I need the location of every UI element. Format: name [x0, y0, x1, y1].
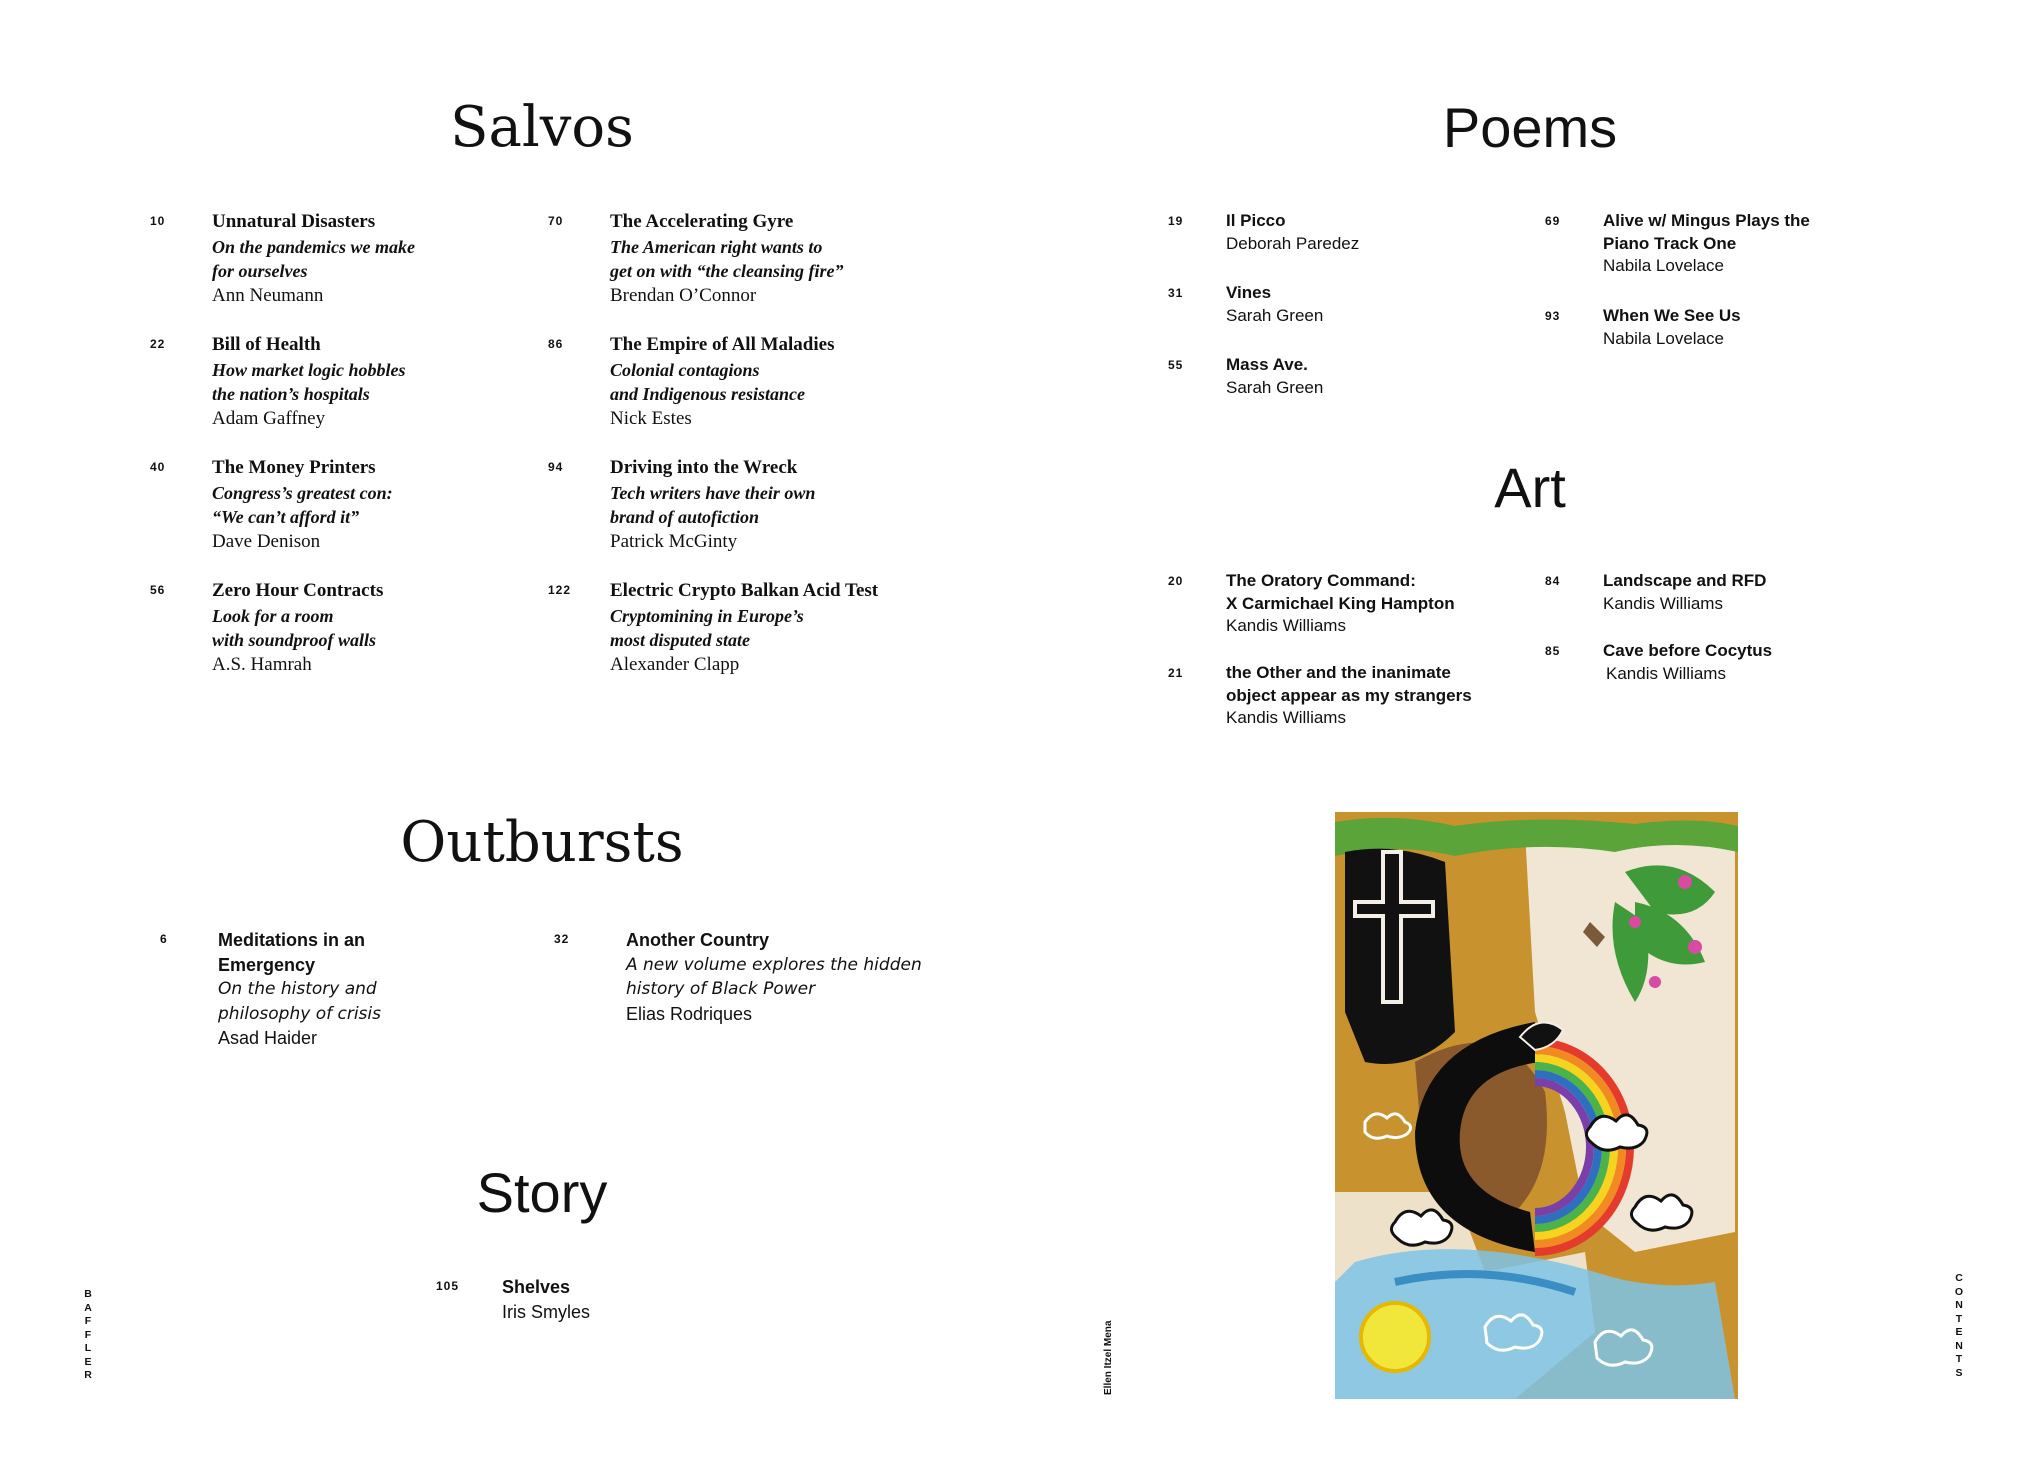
entry-dek: On the history and [218, 979, 377, 999]
contents-label-letter: T [1955, 1312, 1963, 1325]
entry-author: Kandis Williams [1603, 593, 1723, 613]
entry-title: Shelves [502, 1277, 571, 1297]
entry-dek: A new volume explores the hidden [626, 954, 922, 975]
entry-author: Brendan O’Connor [610, 284, 757, 306]
entry-dek: Cryptomining in Europe’s [610, 605, 804, 626]
entry-author: Deborah Paredez [1226, 233, 1360, 253]
contents-label-letter: S [1955, 1366, 1963, 1379]
entry-dek: for ourselves [212, 261, 308, 281]
entry-author: Dave Denison [212, 530, 321, 552]
entry-dek: How market logic hobbles [212, 359, 406, 380]
contents-label-vertical [1952, 1272, 1966, 1380]
magazine-name-letter: A [84, 1301, 92, 1314]
contents-label-letter: T [1955, 1353, 1963, 1365]
story-heading: Story [476, 1161, 608, 1224]
entry-dek: “We can’t afford it” [212, 507, 360, 527]
art-heading: Art [1494, 456, 1566, 519]
entry-title: The Oratory Command: [1226, 571, 1416, 590]
entry-title: Emergency [218, 954, 316, 975]
magazine-name-letter: B [84, 1288, 92, 1300]
artwork-sun [1361, 1303, 1429, 1371]
entry-author: Sarah Green [1226, 377, 1324, 397]
entry-author: Elias Rodriques [626, 1003, 753, 1024]
entry-dek: history of Black Power [626, 979, 816, 999]
page-number: 56 [150, 583, 166, 597]
entry-dek: brand of autofiction [610, 507, 760, 527]
entry-title: the Other and the inanimate [1226, 663, 1451, 682]
page-number: 105 [436, 1279, 460, 1293]
entry-title: Another Country [626, 930, 769, 950]
entry-author: Ann Neumann [212, 284, 324, 306]
entry-title: Il Picco [1226, 211, 1286, 230]
entry-author: Nabila Lovelace [1603, 328, 1724, 348]
magazine-name-letter: E [84, 1355, 92, 1368]
page-number: 22 [150, 337, 166, 351]
page-number: 70 [548, 214, 564, 228]
entry-author: Nabila Lovelace [1603, 256, 1724, 275]
page-number: 31 [1168, 286, 1184, 300]
entry-author: Asad Haider [218, 1028, 318, 1048]
page-number: 19 [1168, 214, 1184, 228]
magazine-name-letter: F [84, 1315, 92, 1327]
page-number: 122 [548, 583, 572, 597]
page-number: 21 [1168, 666, 1184, 680]
entry-dek: On the pandemics we make [212, 236, 415, 257]
entry-author: A.S. Hamrah [212, 653, 312, 675]
entry-author: Alexander Clapp [610, 653, 740, 675]
entry-title: Piano Track One [1603, 233, 1737, 253]
page-number: 86 [548, 337, 564, 351]
entry-author: Nick Estes [610, 407, 692, 429]
entry-title: When We See Us [1603, 306, 1741, 325]
magazine-name-letter: R [84, 1369, 92, 1381]
entry-dek: and Indigenous resistance [610, 384, 806, 404]
entry-title: Unnatural Disasters [212, 211, 376, 232]
entry-author: Iris Smyles [502, 1301, 591, 1322]
entry-title: The Money Printers [212, 457, 376, 478]
entry-title: Cave before Cocytus [1603, 641, 1773, 660]
entry-dek: Look for a room [212, 605, 334, 626]
entry-author: Kandis Williams [1226, 708, 1346, 727]
magazine-name-letter: F [84, 1328, 92, 1341]
entry-author: Kandis Williams [1606, 663, 1726, 683]
page-number: 40 [150, 460, 166, 474]
contents-label-letter: C [1955, 1272, 1963, 1284]
page-number: 84 [1545, 574, 1561, 588]
page-number: 32 [554, 932, 570, 946]
magazine-name-letter: L [84, 1342, 92, 1354]
entry-dek: Tech writers have their own [610, 482, 816, 503]
poems-heading: Poems [1442, 96, 1618, 159]
entry-title: Mass Ave. [1226, 355, 1308, 374]
page-number: 94 [548, 460, 564, 474]
entry-author: Sarah Green [1226, 305, 1324, 325]
entry-title: Alive w/ Mingus Plays the [1603, 211, 1810, 230]
entry-title: Zero Hour Contracts [212, 580, 384, 601]
page-number: 69 [1545, 214, 1561, 228]
page-number: 6 [160, 932, 168, 946]
contents-label-letter: N [1955, 1339, 1963, 1352]
entry-dek: the nation’s hospitals [212, 384, 370, 404]
entry-title: X Carmichael King Hampton [1226, 593, 1455, 613]
entry-title: Landscape and RFD [1603, 571, 1767, 590]
entry-author: Kandis Williams [1226, 616, 1346, 635]
page-number: 20 [1168, 574, 1184, 588]
cover-artwork [1335, 812, 1738, 1399]
entry-title: Vines [1226, 283, 1272, 302]
entry-dek: with soundproof walls [212, 630, 377, 650]
entry-dek: most disputed state [610, 630, 751, 650]
outbursts-heading: Outbursts [400, 810, 684, 875]
art-credit: Ellen Itzel Mena [1103, 1320, 1114, 1395]
entry-dek: Colonial contagions [610, 359, 760, 380]
entry-dek: Congress’s greatest con: [212, 482, 393, 503]
contents-label-letter: N [1955, 1299, 1963, 1311]
entry-title: The Empire of All Maladies [610, 334, 835, 355]
page-number: 85 [1545, 644, 1561, 658]
contents-label-letter: O [1954, 1285, 1964, 1298]
salvos-heading: Salvos [450, 95, 634, 160]
page-number: 93 [1545, 309, 1561, 323]
page-number: 10 [150, 214, 166, 228]
entry-title: Driving into the Wreck [610, 457, 798, 478]
entry-dek: The American right wants to [610, 236, 823, 257]
entry-author: Patrick McGinty [610, 530, 738, 552]
contents-label-letter: E [1955, 1326, 1963, 1338]
magazine-name-vertical [81, 1288, 95, 1383]
entry-dek: get on with “the cleansing fire” [610, 261, 844, 281]
entry-dek: philosophy of crisis [218, 1003, 381, 1024]
entry-title: The Accelerating Gyre [610, 211, 794, 232]
entry-author: Adam Gaffney [212, 407, 326, 429]
page-number: 55 [1168, 358, 1184, 372]
entry-title: object appear as my strangers [1226, 685, 1472, 705]
entry-title: Meditations in an [218, 930, 366, 950]
entry-title: Bill of Health [212, 334, 321, 355]
entry-title: Electric Crypto Balkan Acid Test [610, 580, 879, 601]
